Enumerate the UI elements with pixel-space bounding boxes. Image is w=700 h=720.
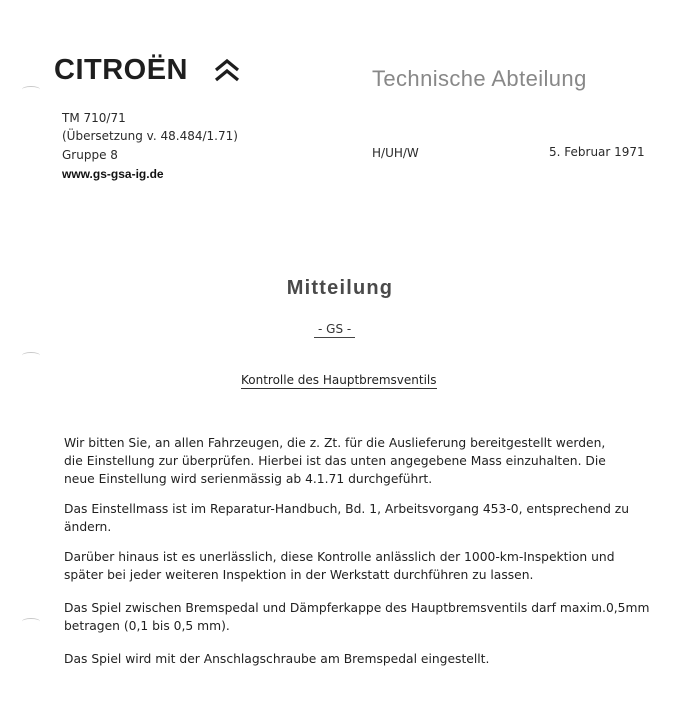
department-heading: Technische Abteilung — [372, 66, 587, 91]
translation-reference: (Übersetzung v. 48.484/1.71) — [62, 129, 238, 143]
paragraph-line: später bei jeder weiteren Inspektion in der Werkstatt durchführen zu lassen. — [64, 568, 534, 582]
paragraph-2 — [64, 500, 664, 536]
model-label: - GS - — [314, 322, 355, 338]
tm-number: TM 710/71 — [62, 111, 126, 125]
group-number: Gruppe 8 — [62, 148, 118, 162]
sender-code: H/UH/W — [372, 146, 419, 160]
subject-heading: Kontrolle des Hauptbremsventils — [241, 373, 437, 387]
paragraph-line: Das Spiel zwischen Bremspedal und Dämpferkappe des Hauptbremsventils darf maxim.0,5mm — [64, 601, 650, 615]
paragraph-line: die Einstellung zur überprüfen. Hierbei ist das unten angegebene Mass einzuhalten. Die — [64, 454, 606, 468]
paragraph-4 — [64, 599, 664, 635]
scan-mark — [22, 352, 40, 359]
paragraph-line: neue Einstellung wird serienmässig ab 4.1.71 durchgeführt. — [64, 472, 433, 486]
paragraph-5 — [64, 650, 664, 668]
scan-mark — [22, 618, 40, 625]
website-link[interactable]: www.gs-gsa-ig.de — [62, 167, 164, 181]
paragraph-line: Das Spiel wird mit der Anschlagschraube am Bremspedal eingestellt. — [64, 652, 490, 666]
double-chevron-icon — [214, 58, 240, 84]
paragraph-line: ändern. — [64, 520, 112, 534]
paragraph-3 — [64, 548, 664, 584]
paragraph-line: Das Einstellmass ist im Reparatur-Handbuch, Bd. 1, Arbeitsvorgang 453-0, entsprechend zu — [64, 502, 630, 516]
document-date: 5. Februar 1971 — [549, 145, 645, 159]
scan-mark — [22, 86, 40, 93]
paragraph-line: betragen (0,1 bis 0,5 mm). — [64, 619, 230, 633]
citroen-logo: CITROËN — [54, 54, 188, 86]
paragraph-1 — [64, 434, 664, 488]
paragraph-line: Darüber hinaus ist es unerlässlich, diese Kontrolle anlässlich der 1000-km-Inspektion und — [64, 550, 615, 564]
paragraph-line: Wir bitten Sie, an allen Fahrzeugen, die z. Zt. für die Auslieferung bereitgestellt werden, — [64, 436, 606, 450]
page-title: Mitteilung — [286, 277, 394, 299]
